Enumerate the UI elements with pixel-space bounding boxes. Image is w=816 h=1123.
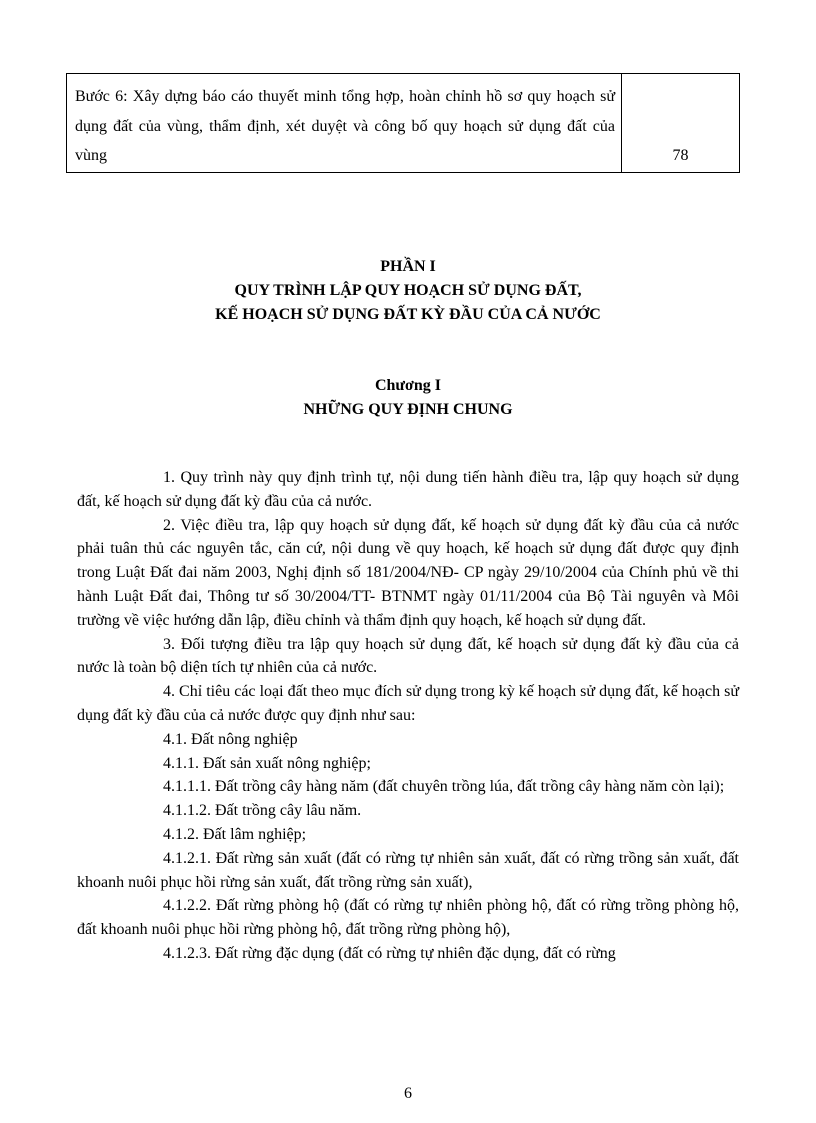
paragraph: 4.1.2. Đất lâm nghiệp; [163, 825, 307, 843]
page-number: 6 [404, 1085, 412, 1102]
paragraph: 4. Chỉ tiêu các loại đất theo mục đích sử dụng trong kỳ kế hoạch sử dụng đất, kế hoạch sử dụng đất kỳ đầu của cả nước được quy định như sau: [77, 683, 739, 724]
paragraph: 4.1.2.1. Đất rừng sản xuất (đất có rừng tự nhiên sản xuất, đất có rừng trồng sản xuất, đất khoanh nuôi phục hồi rừng sản xuất, đất trồng rừng sản xuất), [77, 849, 739, 891]
toc-entry-text: Bước 6: Xây dựng báo cáo thuyết minh tổng hợp, hoàn chỉnh hồ sơ quy hoạch sử dụng đất của vùng, thẩm định, xét duyệt và công bố quy hoạch sử dụng đất của vùng [67, 74, 622, 173]
toc-table [66, 73, 740, 173]
toc-row [67, 74, 740, 173]
toc-entry-page: 78 [622, 74, 740, 173]
paragraph: 3. Đối tượng điều tra lập quy hoạch sử dụng đất, kế hoạch sử dụng đất kỳ đầu của cả nước là toàn bộ diện tích tự nhiên của cả nước. [77, 635, 739, 677]
paragraph: 4.1.1. Đất sản xuất nông nghiệp; [163, 754, 371, 772]
chapter-label: Chương I [374, 377, 442, 394]
paragraph: 4.1.2.3. Đất rừng đặc dụng (đất có rừng tự nhiên đặc dụng, đất có rừng [163, 944, 616, 962]
paragraph: 4.1.1.1. Đất trồng cây hàng năm (đất chuyên trồng lúa, đất trồng cây hàng năm còn lại); [163, 778, 725, 796]
paragraph: 4.1. Đất nông nghiệp [163, 730, 298, 748]
part-heading [0, 255, 816, 327]
paragraph: 2. Việc điều tra, lập quy hoạch sử dụng đất, kế hoạch sử dụng đất kỳ đầu của cả nước phải tuân thủ các nguyên tắc, căn cứ, nội dung về quy hoạch, kế hoạch sử dụng đất được quy định trong Luật Đất đai năm 2003, Nghị định số 181/2004/NĐ- CP ngày 29/10/2004 của Chính phủ về thi hành Luật Đất đai, Thông tư số 30/2004/TT- BTNMT ngày 01/11/2004 của Bộ Tài nguyên và Môi trường về việc hướng dẫn lập, điều chỉnh và thẩm định quy hoạch, kế hoạch sử dụng đất. [77, 516, 739, 629]
part-title-line1: QUY TRÌNH LẬP QUY HOẠCH SỬ DỤNG ĐẤT, [234, 282, 582, 299]
paragraph: 4.1.2.2. Đất rừng phòng hộ (đất có rừng tự nhiên phòng hộ, đất có rừng trồng phòng hộ, đất khoanh nuôi phục hồi rừng phòng hộ, đất trồng rừng phòng hộ), [77, 897, 739, 939]
part-label: PHẦN I [380, 258, 436, 275]
chapter-heading [0, 374, 816, 422]
part-title-line2: KẾ HOẠCH SỬ DỤNG ĐẤT KỲ ĐẦU CỦA CẢ NƯỚC [215, 306, 601, 323]
paragraph: 1. Quy trình này quy định trình tự, nội dung tiến hành điều tra, lập quy hoạch sử dụng đất, kế hoạch sử dụng đất kỳ đầu của cả nước. [77, 469, 739, 510]
paragraph: 4.1.1.2. Đất trồng cây lâu năm. [163, 802, 362, 820]
chapter-title: NHỮNG QUY ĐỊNH CHUNG [303, 401, 513, 418]
body-text [77, 466, 739, 966]
